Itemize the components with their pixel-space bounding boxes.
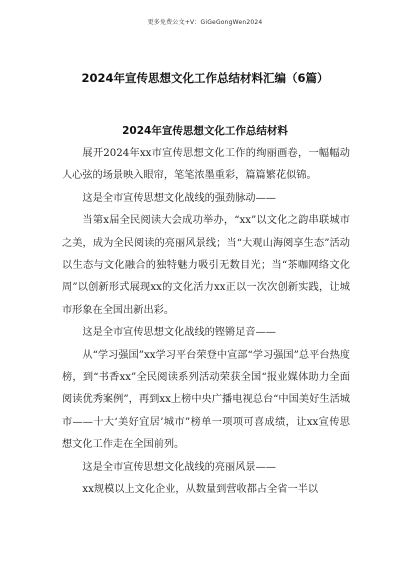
paragraph: 当第x届全民阅读大会成功举办，“xx”以文化之韵串联城市之美，成为全民阅读的亮丽风景线；当“大观山海阅享生态”活动以生态与文化融合的独特魅力吸引无数目光；当“茶咖网络文化周”以创新形式展现xx的文化活力xx正以一次次创新实践，让城市形象在全国出新出彩。 xyxy=(62,215,350,316)
paragraph: 这是全市宣传思想文化战线的铿锵足音—— xyxy=(82,327,276,339)
paragraph: 这是全市宣传思想文化战线的亮丽风景—— xyxy=(82,461,276,473)
header-note: 更多免费公文+V：GiGeGongWen2024 xyxy=(147,19,263,26)
paragraph: 这是全市宣传思想文化战线的强劲脉动—— xyxy=(82,192,276,204)
document-title: 2024年宣传思想文化工作总结材料汇编（6篇） xyxy=(81,71,329,85)
paragraph: 展开2024年xx市宣传思想文化工作的绚丽画卷，一幅幅动人心弦的场景映入眼帘，笔笔浓墨重彩，篇篇繁花似锦。 xyxy=(62,148,350,182)
document-body xyxy=(62,143,350,502)
paragraph: xx规模以上文化企业，从数量到营收都占全省一半以 xyxy=(82,484,319,496)
paragraph: 从“学习强国”xx学习平台荣登中宣部“学习强国”总平台热度榜，到“书香xx”全民阅读系列活动荣获全国“报业媒体助力全面阅读优秀案例”，再到xx上榜中央广播电视总台“中国美好生活城市——十大‘美好宜居’城市”榜单一项项可喜成绩，让xx宣传思想文化工作走在全国前列。 xyxy=(62,349,350,451)
section-title: 2024年宣传思想文化工作总结材料 xyxy=(122,125,288,137)
